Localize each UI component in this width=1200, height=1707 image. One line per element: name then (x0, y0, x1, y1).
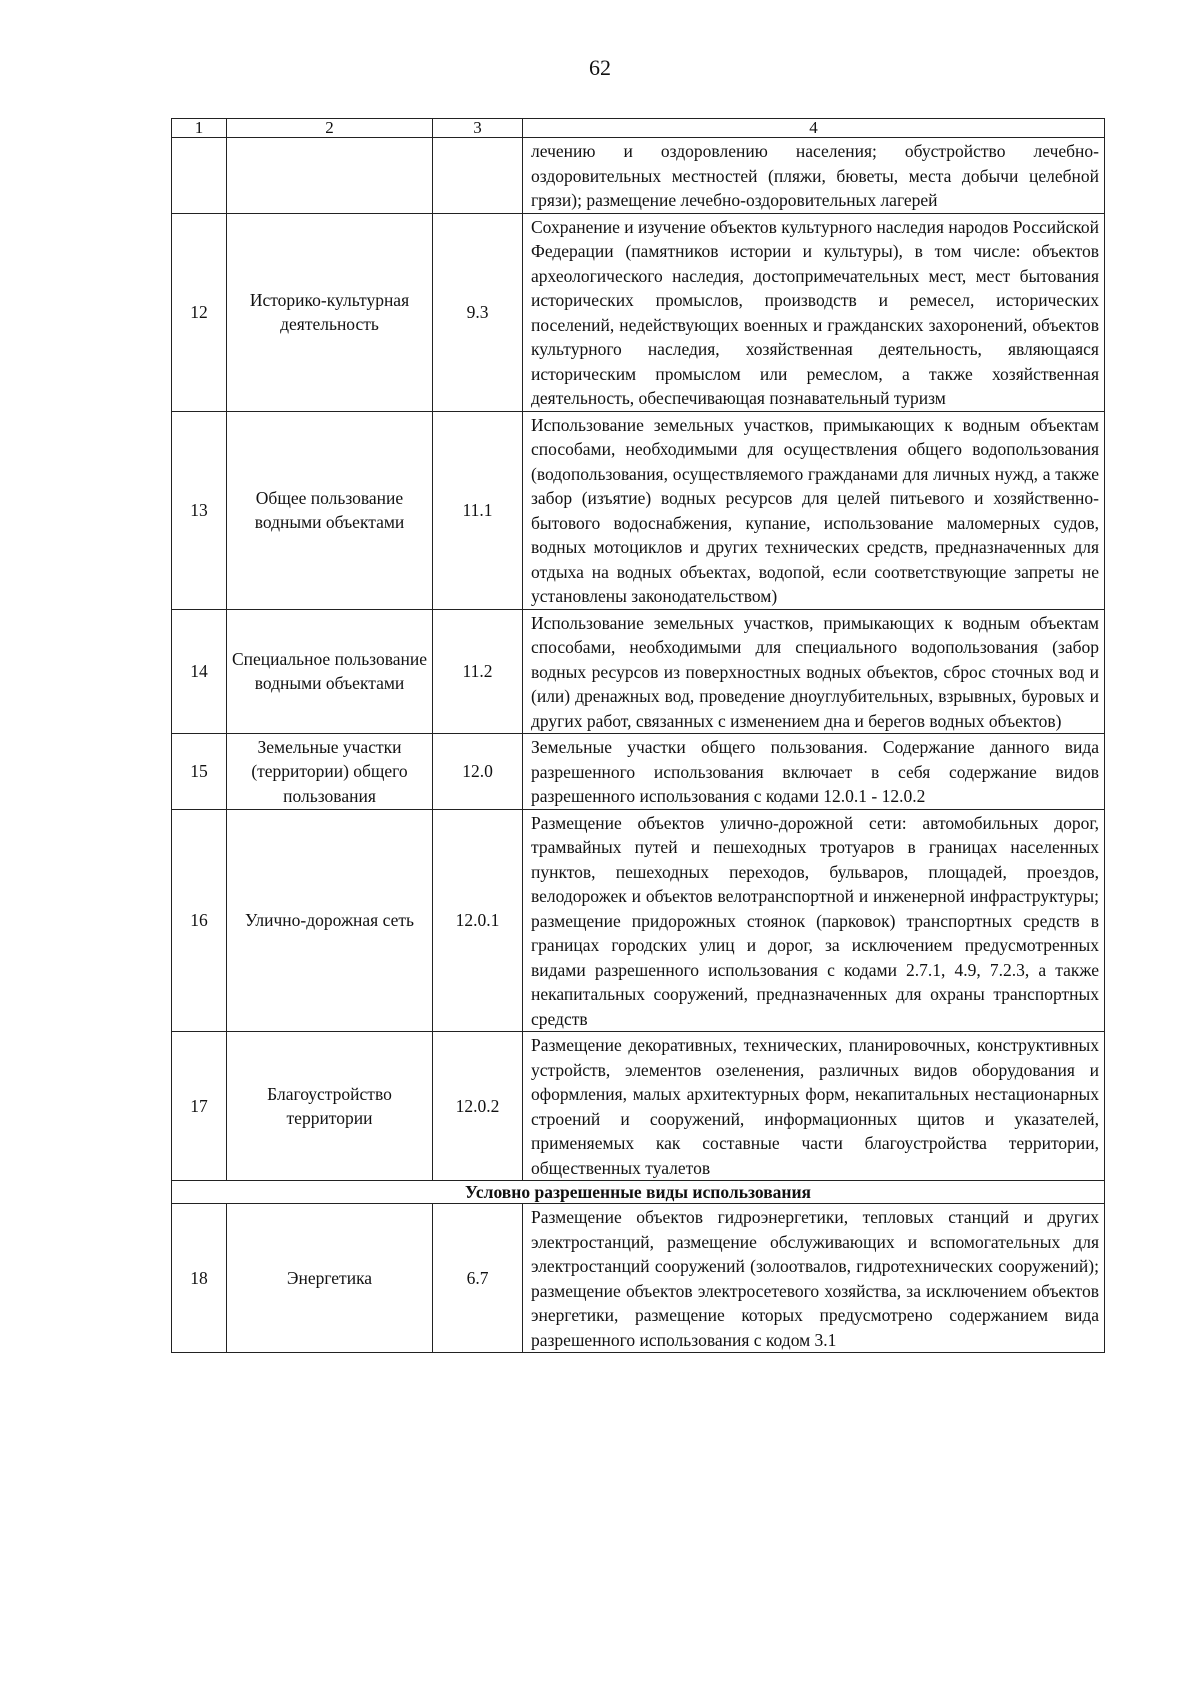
row-name: Благоустройство территории (227, 1032, 433, 1181)
table-row (172, 411, 1105, 609)
row-number: 13 (172, 411, 227, 609)
row-description: Использование земельных участков, примыкающих к водным объектам способами, необходимыми для осуществления общего водопользования (водопользования, осуществляемого гражданами для личных нужд, а также забор (изъятие) водных ресурсов для целей питьевого и хозяйственно-бытового водоснабжения, купание, использование маломерных судов, водных мотоциклов и других технических средств, предназначенных для отдыха на водных объектах, водопой, если соответствующие запреты не установлены законодательством) (523, 411, 1105, 609)
row-number: 12 (172, 213, 227, 411)
page-number: 62 (589, 55, 611, 80)
row-description: Земельные участки общего пользования. Содержание данного вида разрешенного использования включает в себя содержание видов разрешенного использования с кодами 12.0.1 - 12.0.2 (523, 734, 1105, 810)
row-code: 12.0.1 (433, 809, 523, 1032)
row-number: 16 (172, 809, 227, 1032)
row-name: Энергетика (227, 1204, 433, 1353)
row-code: 11.1 (433, 411, 523, 609)
row-code: 9.3 (433, 213, 523, 411)
row-number: 18 (172, 1204, 227, 1353)
header-cell-2: 2 (227, 119, 433, 138)
table-row (172, 809, 1105, 1032)
row-number (172, 138, 227, 214)
row-code (433, 138, 523, 214)
table-header-row (172, 119, 1105, 138)
header-cell-3: 3 (433, 119, 523, 138)
row-code: 12.0 (433, 734, 523, 810)
row-description: Размещение декоративных, технических, планировочных, конструктивных устройств, элементов озеленения, различных видов оборудования и оформления, малых архитектурных форм, некапитальных нестационарных строений и сооружений, информационных щитов и указателей, применяемых как составные части благоустройства территории, общественных туалетов (523, 1032, 1105, 1181)
section-title: Условно разрешенные виды использования (172, 1181, 1105, 1204)
row-name: Общее пользование водными объектами (227, 411, 433, 609)
row-name (227, 138, 433, 214)
row-code: 11.2 (433, 609, 523, 734)
row-name: Улично-дорожная сеть (227, 809, 433, 1032)
row-name: Историко-культурная деятельность (227, 213, 433, 411)
row-description: Использование земельных участков, примыкающих к водным объектам способами, необходимыми для специального водопользования (забор водных ресурсов из поверхностных водных объектов, сброс сточных вод и (или) дренажных вод, проведение дноуглубительных, взрывных, буровых и других работ, связанных с изменением дна и берегов водных объектов) (523, 609, 1105, 734)
row-number: 14 (172, 609, 227, 734)
row-description: Сохранение и изучение объектов культурного наследия народов Российской Федерации (памятников истории и культуры), в том числе: объектов археологического наследия, достопримечательных мест, мест бытования исторических промыслов, производств и ремесел, исторических поселений, недействующих военных и гражданских захоронений, объектов культурного наследия, хозяйственная деятельность, являющаяся историческим промыслом или ремеслом, а также хозяйственная деятельность, обеспечивающая познавательный туризм (523, 213, 1105, 411)
row-name: Земельные участки (территории) общего пользования (227, 734, 433, 810)
header-cell-1: 1 (172, 119, 227, 138)
row-number: 17 (172, 1032, 227, 1181)
row-description: Размещение объектов улично-дорожной сети: автомобильных дорог, трамвайных путей и пешеходных тротуаров в границах населенных пунктов, пешеходных переходов, бульваров, площадей, проездов, велодорожек и объектов велотранспортной и инженерной инфраструктуры; размещение придорожных стоянок (парковок) транспортных средств в границах городских улиц и дорог, за исключением предусмотренных видами разрешенного использования с кодами 2.7.1, 4.9, 7.2.3, а также некапитальных сооружений, предназначенных для охраны транспортных средств (523, 809, 1105, 1032)
row-number: 15 (172, 734, 227, 810)
table-row (172, 734, 1105, 810)
table-row (172, 1204, 1105, 1353)
table-row-continuation (172, 138, 1105, 214)
land-use-table (171, 118, 1105, 1353)
row-code: 12.0.2 (433, 1032, 523, 1181)
table-row (172, 1032, 1105, 1181)
table-row (172, 213, 1105, 411)
header-cell-4: 4 (523, 119, 1105, 138)
row-name: Специальное пользование водными объектами (227, 609, 433, 734)
row-description: лечению и оздоровлению населения; обустройство лечебно-оздоровительных местностей (пляжи, бюветы, места добычи целебной грязи); размещение лечебно-оздоровительных лагерей (523, 138, 1105, 214)
row-code: 6.7 (433, 1204, 523, 1353)
table-row (172, 609, 1105, 734)
section-header-row (172, 1181, 1105, 1204)
row-description: Размещение объектов гидроэнергетики, тепловых станций и других электростанций, размещение обслуживающих и вспомогательных для электростанций сооружений (золоотвалов, гидротехнических сооружений); размещение объектов электросетевого хозяйства, за исключением объектов энергетики, размещение которых предусмотрено содержанием вида разрешенного использования с кодом 3.1 (523, 1204, 1105, 1353)
